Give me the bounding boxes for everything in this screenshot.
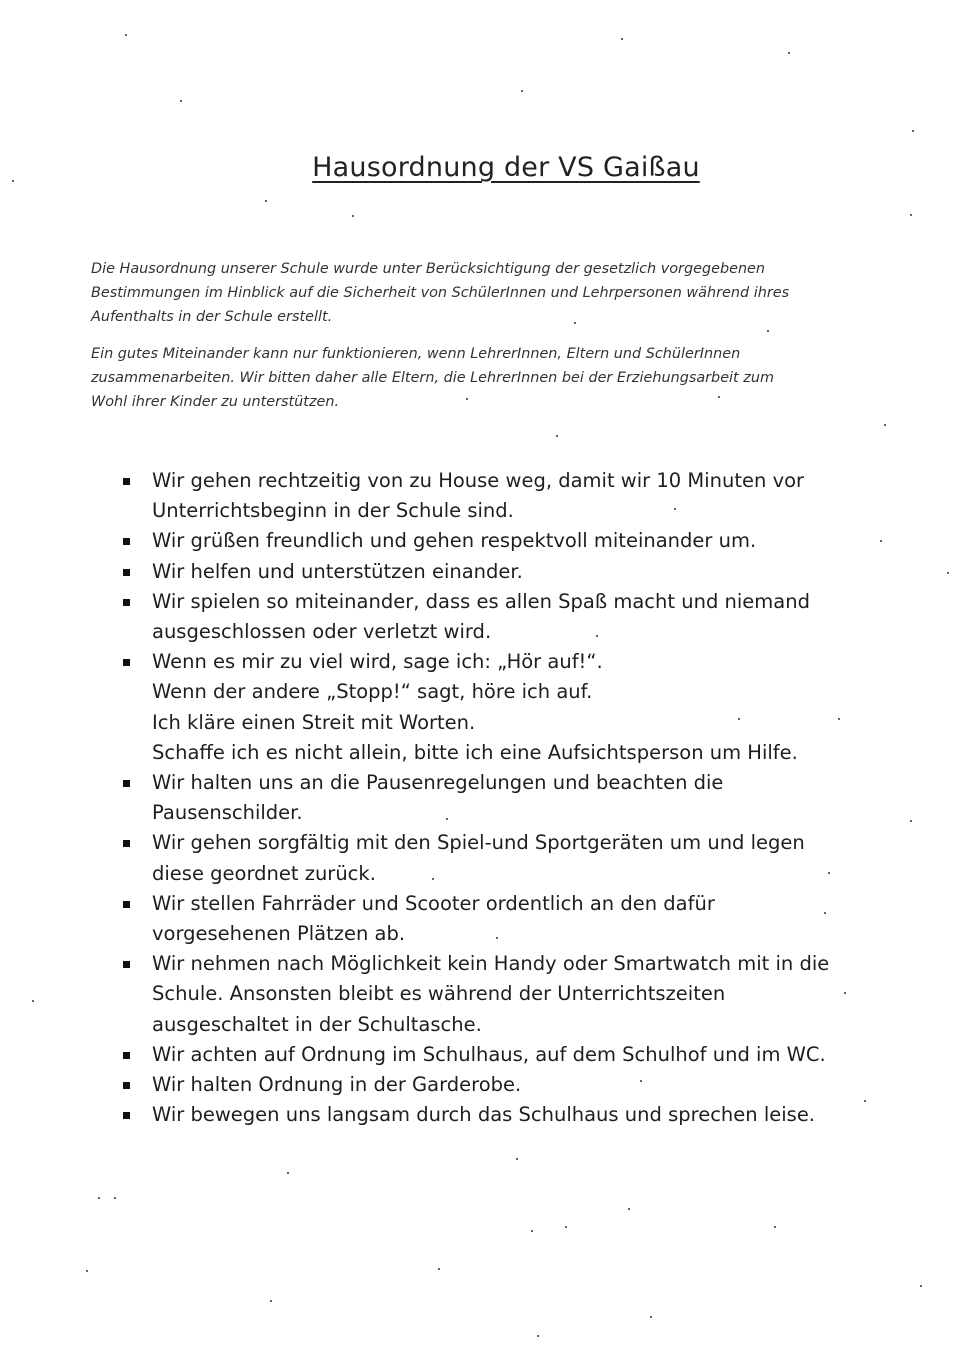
page-title: Hausordnung der VS Gaißau (312, 152, 700, 183)
rule-item (0, 889, 966, 949)
rule-line: Wir grüßen freundlich und gehen respektvoll miteinander um. (152, 529, 757, 553)
scan-speck (718, 396, 720, 398)
scan-speck (98, 1197, 100, 1199)
scan-speck (432, 878, 434, 880)
rule-line: ausgeschlossen oder verletzt wird. (152, 620, 492, 644)
square-bullet-icon (123, 569, 130, 576)
square-bullet-icon (123, 1082, 130, 1089)
intro-paragraph-1 (91, 257, 913, 329)
scan-speck (574, 322, 576, 324)
rule-item (0, 949, 966, 1040)
scan-speck (674, 508, 676, 510)
rule-item (0, 526, 966, 556)
rule-item (0, 1100, 966, 1130)
scan-speck (864, 1100, 866, 1102)
scan-speck (265, 200, 267, 202)
square-bullet-icon (123, 961, 130, 968)
scan-speck (884, 424, 886, 426)
scan-speck (920, 1285, 922, 1287)
rule-line: Wir helfen und unterstützen einander. (152, 559, 523, 583)
square-bullet-icon (123, 780, 130, 787)
scan-speck (596, 635, 598, 637)
rule-item (0, 1070, 966, 1100)
intro-line: Wohl ihrer Kinder zu unterstützen. (91, 394, 340, 410)
scan-speck (556, 435, 558, 437)
square-bullet-icon (123, 478, 130, 485)
rule-line: Wir halten uns an die Pausenregelungen und beachten die (152, 771, 724, 795)
rule-item (0, 647, 966, 768)
scan-speck (828, 872, 830, 874)
scan-speck (466, 398, 468, 400)
square-bullet-icon (123, 599, 130, 606)
scan-speck (910, 214, 912, 216)
rule-line: Wenn der andere „Stopp!“ sagt, höre ich auf. (152, 680, 593, 704)
scan-speck (438, 1268, 440, 1270)
rule-line: Wir gehen rechtzeitig von zu House weg, damit wir 10 Minuten vor (152, 469, 805, 492)
square-bullet-icon (123, 840, 130, 847)
scan-speck (738, 718, 740, 720)
scan-speck (516, 1158, 518, 1160)
intro-line: zusammenarbeiten. Wir bitten daher alle Eltern, die LehrerInnen bei der Erziehungsarbeit zum (91, 370, 774, 386)
scan-speck (640, 1080, 642, 1082)
square-bullet-icon (123, 538, 130, 545)
scan-speck (650, 1316, 652, 1318)
rule-line: Wir nehmen nach Möglichkeit kein Handy oder Smartwatch mit in die (152, 952, 830, 976)
scan-speck (180, 100, 182, 102)
scan-speck (12, 180, 14, 182)
scan-speck (537, 1335, 539, 1337)
scan-speck (621, 38, 623, 40)
scan-speck (910, 820, 912, 822)
rules-list (0, 466, 966, 1130)
rule-item (0, 828, 966, 888)
scan-speck (880, 540, 882, 542)
square-bullet-icon (123, 1052, 130, 1059)
rule-item (0, 587, 966, 647)
rule-line: Wir achten auf Ordnung im Schulhaus, auf dem Schulhof und im WC. (152, 1042, 826, 1066)
scan-speck (628, 1208, 630, 1210)
scan-speck (86, 1270, 88, 1272)
scan-speck (32, 1000, 34, 1002)
scan-speck (521, 90, 523, 92)
rule-line: Pausenschilder. (152, 801, 303, 825)
intro-line: Bestimmungen im Hinblick auf die Sicherheit von SchülerInnen und Lehrpersonen während ihres (91, 285, 790, 301)
scan-speck (287, 1172, 289, 1174)
rule-line: vorgesehenen Plätzen ab. (152, 922, 406, 946)
rule-line: Ich kläre einen Streit mit Worten. (152, 710, 476, 734)
scan-speck (496, 937, 498, 939)
scan-speck (788, 52, 790, 54)
rule-line: Wir gehen sorgfältig mit den Spiel-und Sportgeräten um und legen (152, 831, 805, 855)
scan-speck (270, 1300, 272, 1302)
rule-item (0, 557, 966, 587)
scan-speck (844, 992, 846, 994)
scan-speck (125, 34, 127, 36)
square-bullet-icon (123, 659, 130, 666)
rule-item (0, 1040, 966, 1070)
scan-speck (947, 572, 949, 574)
rule-line: Schaffe ich es nicht allein, bitte ich eine Aufsichtsperson um Hilfe. (152, 740, 798, 764)
scan-speck (824, 912, 826, 914)
rule-item (0, 466, 966, 526)
intro-line: Ein gutes Miteinander kann nur funktionieren, wenn LehrerInnen, Eltern und SchülerInnen (91, 346, 741, 362)
scan-speck (114, 1197, 116, 1199)
scan-speck (446, 818, 448, 820)
rule-line: Wenn es mir zu viel wird, sage ich: „Hör auf!“. (152, 650, 603, 674)
scan-speck (352, 215, 354, 217)
rule-line: diese geordnet zurück. (152, 861, 376, 885)
rule-line: Wir spielen so miteinander, dass es allen Spaß macht und niemand (152, 589, 810, 613)
square-bullet-icon (123, 901, 130, 908)
rule-line: Wir stellen Fahrräder und Scooter ordentlich an den dafür (152, 891, 715, 915)
intro-line: Die Hausordnung unserer Schule wurde unter Berücksichtigung der gesetzlich vorgegebenen (91, 261, 766, 277)
scan-speck (767, 330, 769, 332)
scan-speck (531, 1230, 533, 1232)
scan-speck (774, 1226, 776, 1228)
square-bullet-icon (123, 1112, 130, 1119)
intro-paragraph-2 (91, 342, 913, 414)
rule-line: Wir bewegen uns langsam durch das Schulhaus und sprechen leise. (152, 1103, 816, 1127)
rule-line: ausgeschaltet in der Schultasche. (152, 1012, 482, 1036)
rule-line: Wir halten Ordnung in der Garderobe. (152, 1073, 522, 1097)
scan-speck (912, 130, 914, 132)
scan-speck (838, 718, 840, 720)
rule-item (0, 768, 966, 828)
scan-speck (565, 1226, 567, 1228)
rule-line: Schule. Ansonsten bleibt es während der Unterrichtszeiten (152, 982, 726, 1006)
rule-line: Unterrichtsbeginn in der Schule sind. (152, 499, 514, 523)
intro-line: Aufenthalts in der Schule erstellt. (91, 309, 333, 325)
